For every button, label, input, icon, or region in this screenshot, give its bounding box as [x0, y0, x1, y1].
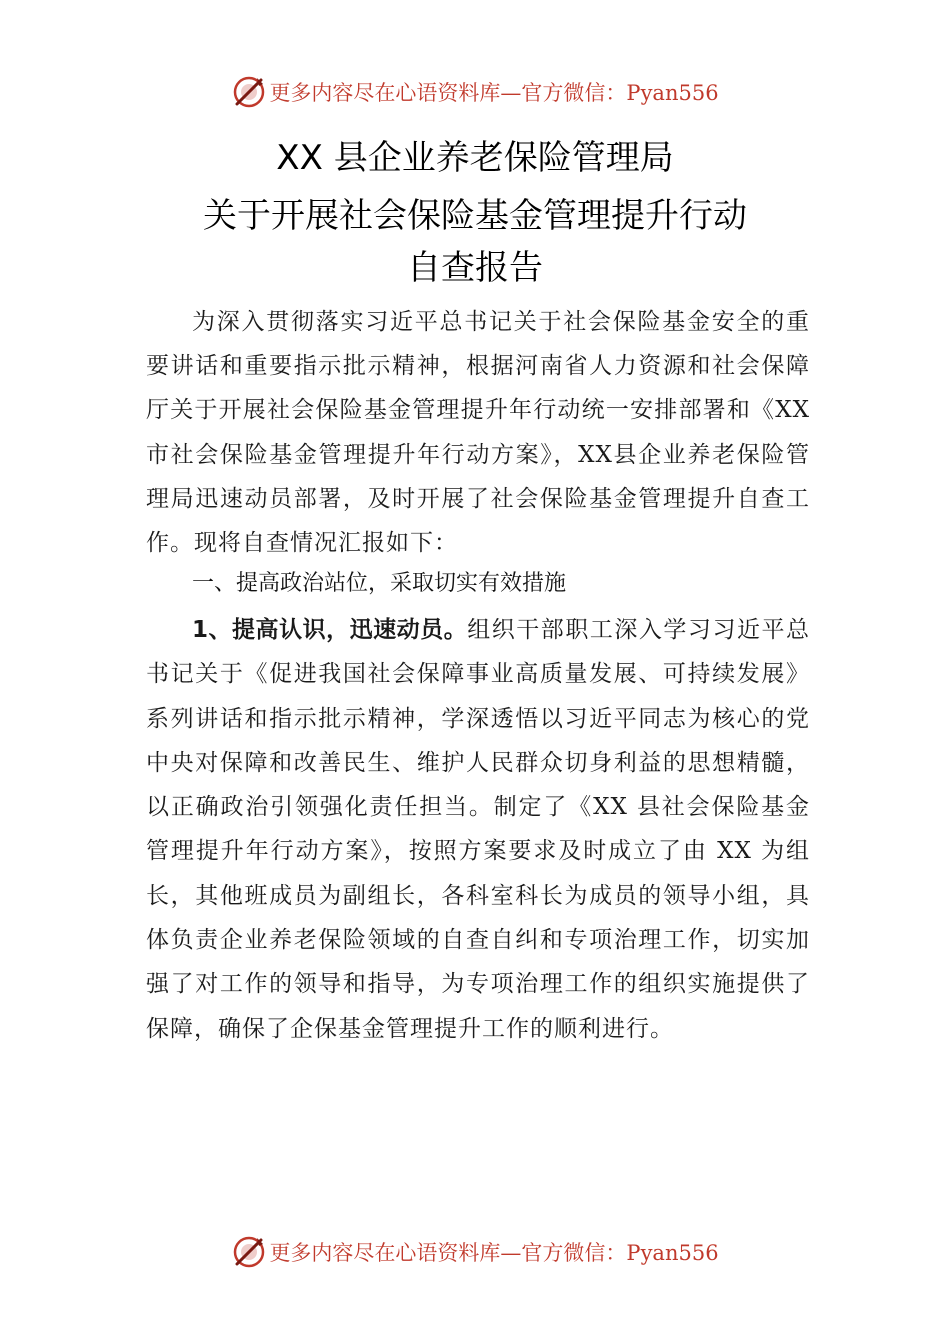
brand-logo-icon	[231, 74, 267, 110]
doc-title-line-3: 自查报告	[407, 248, 543, 288]
intro-paragraph: 为深入贯彻落实习近平总书记关于社会保险基金安全的重要讲话和重要指示批示精神，根据河南省人力资源和社会保障厅关于开展社会保险基金管理提升年行动统一安排部署和《XX 市社会保险基金管理提升年行动方案》，XX县企业养老保险管理局迅速动员部署，及时开展了社会保险基金管理提升自查工作。现将自查情况汇报如下：	[146, 309, 810, 557]
subsection-text: 组织干部职工深入学习习近平总书记关于《促进我国社会保障事业高质量发展、可持续发展》系列讲话和指示批示精神，学深透悟以习近平同志为核心的党中央对保障和改善民生、维护人民群众切身利益的思想精髓，以正确政治引领强化责任担当。制定了《XX 县社会保险基金管理提升年行动方案》，按照方案要求及时成立了由 XX 为组长，其他班成员为副组长，各科室科长为成员的领导小组，具体负责企业养老保险领域的自查自纠和专项治理工作，切实加强了对工作的领导和指导，为专项治理工作的组织实施提供了保障，确保了企保基金管理提升工作的顺利进行。	[146, 617, 811, 1042]
header-watermark	[0, 72, 950, 112]
watermark-text: 更多内容尽在心语资料库—官方微信：Pyan556	[269, 81, 719, 105]
doc-title-line-2: 关于开展社会保险基金管理提升行动	[203, 196, 747, 236]
section-1-paragraph	[146, 608, 810, 1051]
subsection-lead: 1、提高认识，迅速动员。	[192, 617, 468, 643]
section-heading-1: 一、提高政治站位，采取切实有效措施	[192, 571, 567, 596]
watermark-text: 更多内容尽在心语资料库—官方微信：Pyan556	[269, 1241, 719, 1265]
doc-title-line-1: XX 县企业养老保险管理局	[276, 138, 674, 178]
footer-watermark	[0, 1232, 950, 1272]
brand-logo-icon	[231, 1234, 267, 1270]
